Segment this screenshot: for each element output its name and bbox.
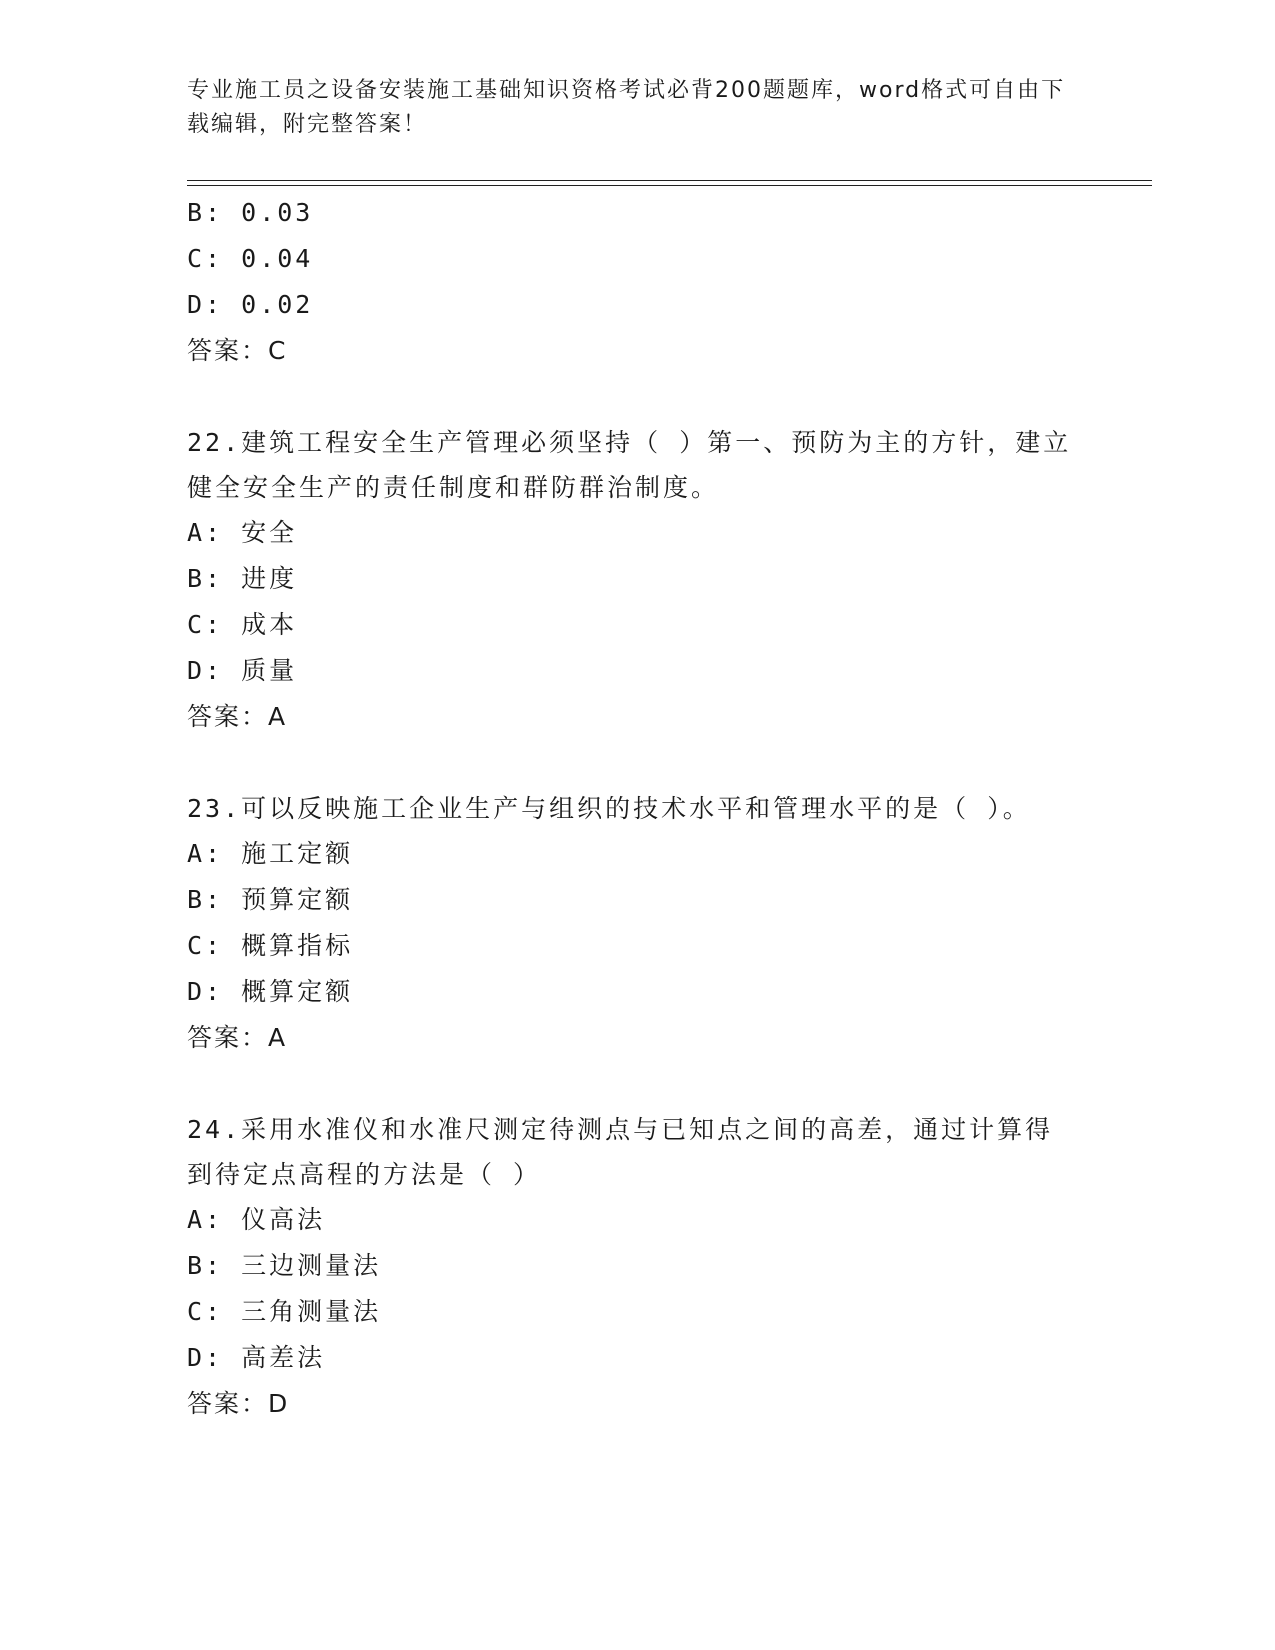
- question-24: [187, 1107, 1077, 1427]
- option-b: B: 预算定额: [187, 885, 354, 914]
- option-d: D: 高差法: [187, 1343, 326, 1372]
- option-b: B: 三边测量法: [187, 1251, 382, 1280]
- prev-question-block: [187, 190, 1077, 374]
- answer-line: 答案：D: [187, 1389, 290, 1418]
- question-text: 22.建筑工程安全生产管理必须坚持（ ）第一、预防为主的方针，建立健全安全生产的责任制度和群防群治制度。: [187, 428, 1072, 502]
- answer-line: 答案：A: [187, 702, 288, 731]
- option-a: A: 施工定额: [187, 839, 354, 868]
- header-rule-bottom: [187, 185, 1152, 186]
- option-a: A: 仪高法: [187, 1205, 326, 1234]
- question-22: [187, 420, 1077, 740]
- option-d: D: 概算定额: [187, 977, 354, 1006]
- spacer: [187, 1061, 1077, 1107]
- question-text: 23.可以反映施工企业生产与组织的技术水平和管理水平的是（ ）。: [187, 794, 1031, 823]
- page-header: 专业施工员之设备安装施工基础知识资格考试必背200题题库，word格式可自由下载编辑，附完整答案！: [187, 78, 1066, 137]
- option-b: B: 进度: [187, 564, 298, 593]
- question-23: [187, 786, 1077, 1061]
- option-c: C: 成本: [187, 610, 298, 639]
- option-b: B: 0.03: [187, 198, 314, 227]
- spacer: [187, 374, 1077, 420]
- option-d: D: 质量: [187, 656, 298, 685]
- spacer: [187, 740, 1077, 786]
- option-a: A: 安全: [187, 518, 298, 547]
- question-content: [187, 190, 1077, 1427]
- header-rule-top: [187, 180, 1152, 181]
- option-d: D: 0.02: [187, 290, 314, 319]
- question-text: 24.采用水准仪和水准尺测定待测点与已知点之间的高差，通过计算得到待定点高程的方法是（ ）: [187, 1115, 1054, 1189]
- option-c: C: 概算指标: [187, 931, 354, 960]
- option-c: C: 0.04: [187, 244, 314, 273]
- answer-line: 答案：A: [187, 1023, 288, 1052]
- answer-line: 答案：C: [187, 336, 288, 365]
- option-c: C: 三角测量法: [187, 1297, 382, 1326]
